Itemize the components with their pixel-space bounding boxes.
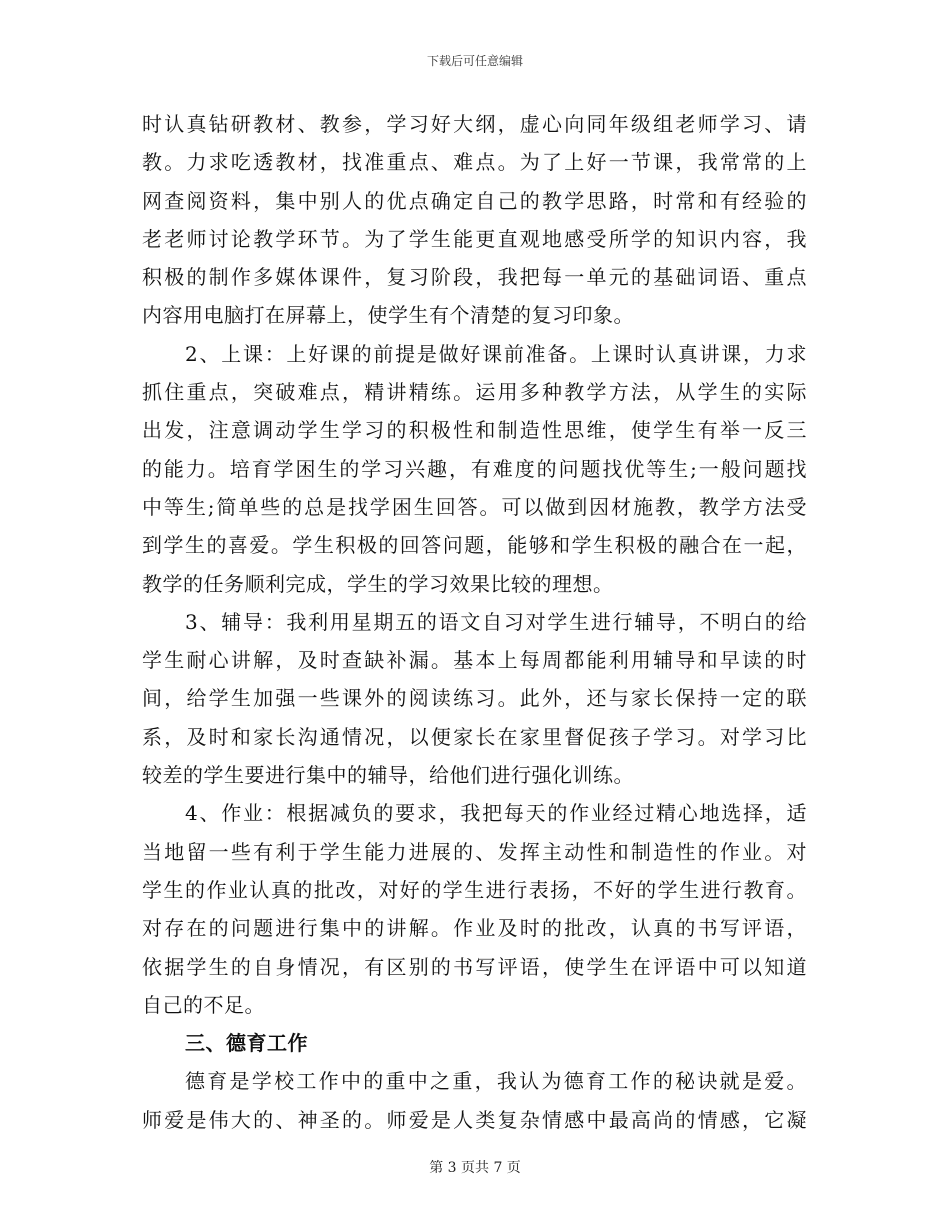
text-line: 的能力。培育学困生的学习兴趣，有难度的问题找优等生;一般问题找 [142, 456, 807, 481]
page-number-footer: 第 3 页共 7 页 [429, 1160, 521, 1176]
text-line: 自己的不足。 [142, 992, 265, 1017]
text-line: 教学的任务顺利完成，学生的学习效果比较的理想。 [142, 571, 614, 596]
text-line: 内容用电脑打在屏幕上，使学生有个清楚的复习印象。 [142, 303, 634, 328]
text-line: 较差的学生要进行集中的辅导，给他们进行强化训练。 [142, 763, 634, 788]
text-line: 师爱是伟大的、神圣的。师爱是人类复杂情感中最高尚的情感，它凝 [142, 1107, 807, 1132]
text-line: 3、辅导：我利用星期五的语文自习对学生进行辅导，不明白的给 [185, 609, 807, 634]
text-line: 4、作业：根据减负的要求，我把每天的作业经过精心地选择，适 [185, 801, 807, 826]
page-header: 下载后可任意编辑 [426, 54, 523, 68]
text-line: 间，给学生加强一些课外的阅读练习。此外，还与家长保持一定的联 [142, 686, 807, 711]
text-line: 网查阅资料，集中别人的优点确定自己的教学思路，时常和有经验的 [142, 188, 807, 213]
text-line: 抓住重点，突破难点，精讲精练。运用多种教学方法，从学生的实际 [142, 380, 807, 405]
document-body [142, 105, 807, 1139]
text-line: 时认真钻研教材、教参，学习好大纲，虚心向同年级组老师学习、请 [142, 112, 807, 136]
text-line: 对存在的问题进行集中的讲解。作业及时的批改，认真的书写评语， [142, 916, 807, 941]
section-heading: 三、德育工作 [185, 1031, 308, 1056]
text-line: 依据学生的自身情况，有区别的书写评语，使学生在评语中可以知道 [142, 954, 807, 979]
text-line: 到学生的喜爱。学生积极的回答问题，能够和学生积极的融合在一起， [142, 533, 807, 558]
text-line: 老老师讨论教学环节。为了学生能更直观地感受所学的知识内容，我 [142, 226, 807, 251]
text-line: 出发，注意调动学生学习的积极性和制造性思维，使学生有举一反三 [142, 418, 807, 443]
text-line: 积极的制作多媒体课件，复习阶段，我把每一单元的基础词语、重点 [142, 265, 807, 290]
text-line: 学生耐心讲解，及时查缺补漏。基本上每周都能利用辅导和早读的时 [142, 648, 807, 673]
text-line: 中等生;简单些的总是找学困生回答。可以做到因材施教，教学方法受 [142, 494, 807, 519]
text-line: 学生的作业认真的批改，对好的学生进行表扬，不好的学生进行教育。 [142, 877, 807, 902]
text-line: 当地留一些有利于学生能力进展的、发挥主动性和制造性的作业。对 [142, 839, 807, 864]
text-line: 教。力求吃透教材，找准重点、难点。为了上好一节课，我常常的上 [142, 150, 807, 175]
text-line: 2、上课：上好课的前提是做好课前准备。上课时认真讲课，力求 [185, 341, 807, 366]
text-line: 德育是学校工作中的重中之重，我认为德育工作的秘诀就是爱。 [185, 1069, 807, 1094]
text-line: 系，及时和家长沟通情况，以便家长在家里督促孩子学习。对学习比 [142, 724, 807, 749]
